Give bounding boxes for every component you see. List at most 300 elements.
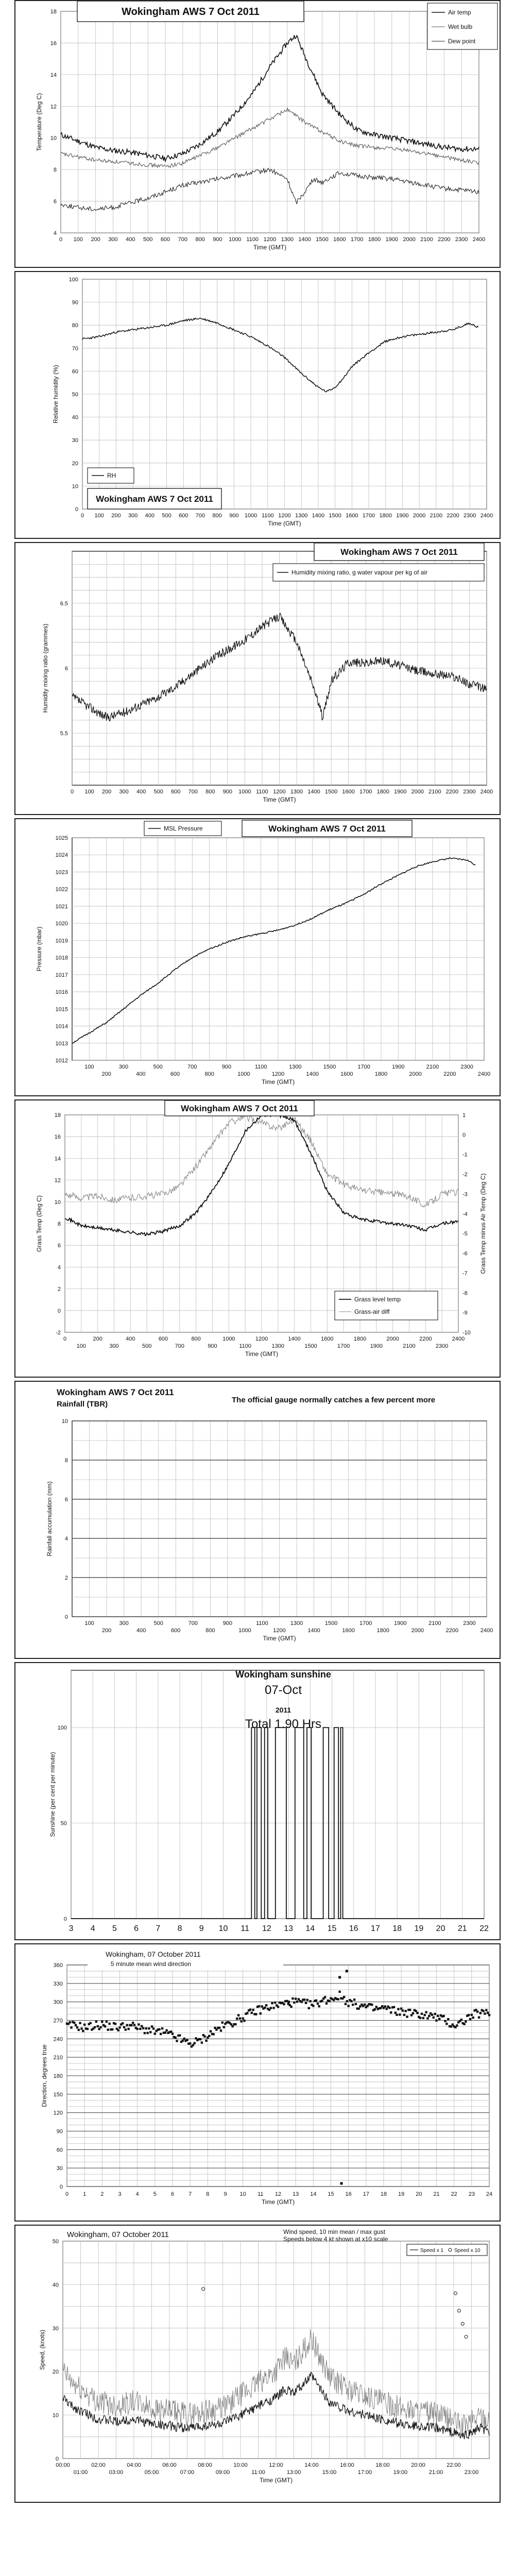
y-tick-label: 30 <box>72 437 78 444</box>
direction-point <box>236 2018 238 2020</box>
direction-point <box>158 2028 160 2030</box>
x-tick-label: 1200 <box>263 236 277 243</box>
x-tick-label: 2200 <box>447 513 459 519</box>
x-tick-label: 1700 <box>362 513 375 519</box>
direction-point <box>139 2028 141 2030</box>
direction-point <box>239 2018 241 2020</box>
y-tick-label: 1017 <box>55 972 68 978</box>
chart-title: Wokingham sunshine <box>235 1669 331 1680</box>
direction-point <box>194 2042 196 2044</box>
x-tick-label: 0 <box>80 513 84 519</box>
direction-point <box>293 2002 295 2004</box>
y-tick-label: 10 <box>61 1418 68 1425</box>
direction-point <box>479 2012 482 2014</box>
x-tick-label: 2300 <box>435 1343 449 1349</box>
x-tick-label: 800 <box>212 513 222 519</box>
direction-point <box>290 2006 292 2008</box>
x-tick-label: 2100 <box>426 1064 439 1070</box>
direction-point <box>97 2025 99 2027</box>
x-tick-label: 900 <box>221 1064 232 1070</box>
direction-point <box>264 2007 266 2009</box>
x-tick-label: 17:00 <box>357 2469 372 2476</box>
direction-point <box>409 2009 411 2011</box>
y-tick-label: 8 <box>57 1221 61 1227</box>
direction-point <box>261 2005 263 2007</box>
y-tick-label: 60 <box>72 368 78 375</box>
y-tick-label: 210 <box>53 2055 63 2061</box>
direction-point <box>468 2014 470 2016</box>
x-tick-label: 18 <box>380 2191 387 2197</box>
x-tick-label: 1500 <box>329 513 341 519</box>
x-tick-label: 2400 <box>480 1628 493 1634</box>
x-tick-label: 1900 <box>396 513 409 519</box>
y-tick-label: 360 <box>53 1962 63 1969</box>
direction-point <box>82 2030 84 2032</box>
direction-point <box>416 2012 418 2014</box>
pressure-chart-panel <box>14 818 501 1096</box>
x-tick-label: 1800 <box>353 1336 367 1342</box>
y-tick-label: 14 <box>50 72 57 78</box>
x-tick-label: 1400 <box>312 513 325 519</box>
y-tick-label: 0 <box>75 506 78 513</box>
x-tick-label: 18:00 <box>375 2462 390 2468</box>
x-tick-label: 100 <box>84 1064 94 1070</box>
direction-point <box>101 2021 103 2023</box>
x-tick-label: 11 <box>241 1924 249 1933</box>
x-tick-label: 1700 <box>359 1620 372 1626</box>
y-tick-label: 8 <box>64 1458 68 1464</box>
x-tick-label: 1100 <box>261 513 274 519</box>
x-tick-label: 500 <box>153 1620 163 1626</box>
x-tick-label: 800 <box>191 1336 201 1342</box>
speed-x10-point <box>454 2292 457 2295</box>
y-axis-label: Relative humidity (%) <box>52 365 59 423</box>
x-tick-label: 1400 <box>306 1071 319 1077</box>
y2-tick-label: -3 <box>462 1191 468 1198</box>
y-tick-label: 0 <box>64 1614 68 1620</box>
direction-point <box>144 2032 146 2034</box>
x-tick-label: 20:00 <box>411 2462 425 2468</box>
x-tick-label: 10 <box>239 2191 246 2197</box>
direction-point <box>435 2020 437 2022</box>
x-tick-label: 1600 <box>346 513 358 519</box>
x-tick-label: 22 <box>479 1924 489 1933</box>
y-tick-label: 6 <box>64 1497 68 1503</box>
speed-x10-point <box>202 2287 205 2291</box>
x-tick-label: 500 <box>153 789 163 795</box>
direction-point <box>70 2026 72 2028</box>
x-tick-label: 20 <box>436 1924 445 1933</box>
x-axis-label: Time (GMT) <box>259 2477 293 2484</box>
direction-point <box>393 2006 395 2008</box>
x-tick-label: 2 <box>100 2191 104 2197</box>
x-tick-label: 1400 <box>307 1628 320 1634</box>
direction-point <box>305 2002 307 2004</box>
x-tick-label: 2100 <box>428 1620 441 1626</box>
x-tick-label: 400 <box>136 1628 146 1634</box>
y-axis-label: Humidity mixing ratio (grammes) <box>42 623 49 713</box>
x-tick-label: 05:00 <box>144 2469 159 2476</box>
direction-point <box>149 2031 151 2033</box>
temperature-chart <box>15 1 500 267</box>
y-tick-label: 40 <box>72 414 78 421</box>
direction-point <box>171 2032 174 2035</box>
y-tick-label: 0 <box>55 2456 59 2462</box>
y-tick-label: 40 <box>52 2282 59 2289</box>
speed-x10-point <box>457 2309 460 2312</box>
direction-point <box>329 2000 331 2002</box>
y-tick-label: 8 <box>53 167 57 174</box>
direction-point <box>265 2004 267 2006</box>
y-tick-label: 300 <box>53 1999 63 2006</box>
y-tick-label: 16 <box>54 1134 61 1141</box>
direction-point <box>183 2038 185 2040</box>
x-tick-label: 19 <box>414 1924 424 1933</box>
x-tick-label: 2000 <box>403 236 416 243</box>
x-tick-label: 300 <box>119 789 129 795</box>
y-tick-label: 50 <box>52 2239 59 2245</box>
relative-humidity-chart <box>15 272 500 538</box>
direction-point <box>386 2008 388 2010</box>
direction-point <box>213 2033 215 2035</box>
x-tick-label: 300 <box>128 513 138 519</box>
y-tick-label: 1022 <box>55 886 68 893</box>
y-tick-label: 270 <box>53 2018 63 2024</box>
x-tick-label: 1200 <box>278 513 291 519</box>
direction-point <box>374 2008 376 2010</box>
direction-outlier-point <box>338 1976 341 1978</box>
x-tick-label: 100 <box>84 789 94 795</box>
y-tick-label: -2 <box>56 1330 61 1336</box>
direction-point <box>469 2018 471 2020</box>
x-tick-label: 21 <box>433 2191 440 2197</box>
direction-point <box>132 2022 134 2024</box>
direction-point <box>160 2033 162 2035</box>
direction-point <box>421 2013 423 2015</box>
direction-point <box>161 2027 163 2029</box>
direction-point <box>255 2013 257 2015</box>
x-tick-label: 1500 <box>323 1064 336 1070</box>
direction-point <box>87 2028 89 2030</box>
direction-point <box>394 2012 397 2014</box>
y-tick-label: 4 <box>57 1264 61 1271</box>
direction-point <box>111 2028 113 2030</box>
y-tick-label: 120 <box>53 2110 63 2116</box>
sunshine-chart-panel <box>14 1662 501 1940</box>
sunshine-chart <box>15 1663 500 1939</box>
direction-point <box>472 2016 474 2019</box>
x-tick-label: 900 <box>222 1620 233 1626</box>
x-tick-label: 2400 <box>452 1336 465 1342</box>
direction-point <box>465 2021 467 2023</box>
y2-tick-label: -2 <box>462 1172 468 1178</box>
x-tick-label: 2200 <box>419 1336 432 1342</box>
x-tick-label: 15:00 <box>322 2469 337 2476</box>
x-tick-label: 1800 <box>376 1628 389 1634</box>
x-tick-label: 600 <box>179 513 188 519</box>
direction-point <box>141 2025 143 2027</box>
x-tick-label: 5 <box>112 1924 117 1933</box>
y-tick-label: 0 <box>59 2184 63 2190</box>
x-tick-label: 8 <box>206 2191 210 2197</box>
direction-point <box>460 2019 462 2021</box>
x-tick-label: 14 <box>310 2191 317 2197</box>
y-tick-label: 6 <box>53 198 57 205</box>
x-tick-label: 2300 <box>455 236 468 243</box>
x-tick-label: 1200 <box>273 789 286 795</box>
direction-point <box>83 2024 85 2026</box>
x-tick-label: 2200 <box>445 1628 459 1634</box>
direction-point <box>315 1999 317 2002</box>
direction-point <box>189 2042 191 2044</box>
x-tick-label: 1700 <box>357 1064 370 1070</box>
x-tick-label: 1900 <box>394 789 407 795</box>
x-tick-label: 1800 <box>376 789 389 795</box>
x-axis-label: Time (GMT) <box>263 796 296 803</box>
direction-point <box>133 2024 135 2026</box>
x-axis-label: Time (GMT) <box>245 1350 279 1358</box>
x-tick-label: 2000 <box>409 1071 422 1077</box>
x-tick-label: 1500 <box>324 789 338 795</box>
direction-point <box>89 2022 91 2024</box>
y-tick-label: 90 <box>56 2128 63 2135</box>
mixing-ratio-chart-panel <box>14 542 501 815</box>
direction-point <box>220 2029 222 2031</box>
y-tick-label: 4 <box>64 1536 68 1542</box>
y-tick-label: 90 <box>72 299 78 306</box>
legend-entry: Grass level temp <box>354 1296 401 1303</box>
speed-x10-point <box>465 2335 468 2338</box>
x-tick-label: 400 <box>126 1336 135 1342</box>
direction-point <box>221 2022 224 2024</box>
direction-point <box>76 2026 78 2028</box>
legend-entry: Grass-air diff <box>354 1308 390 1315</box>
x-tick-label: 2400 <box>480 513 493 519</box>
y-tick-label: 0 <box>63 1916 67 1922</box>
direction-point <box>484 2012 486 2014</box>
x-tick-label: 2400 <box>480 789 493 795</box>
x-tick-label: 04:00 <box>127 2462 141 2468</box>
direction-point <box>241 2020 243 2022</box>
x-tick-label: 14:00 <box>304 2462 319 2468</box>
y-tick-label: 6 <box>64 666 68 672</box>
x-tick-label: 500 <box>142 1343 152 1349</box>
x-tick-label: 500 <box>143 236 153 243</box>
direction-point <box>270 2007 272 2009</box>
direction-point <box>345 2003 347 2005</box>
y-tick-label: 50 <box>60 1820 67 1827</box>
y-tick-label: 1025 <box>55 835 68 841</box>
grass-temperature-chart <box>15 1100 500 1377</box>
x-tick-label: 1100 <box>254 1064 267 1070</box>
x-tick-label: 15 <box>327 1924 337 1933</box>
wind-direction-chart-panel <box>14 1943 501 2222</box>
x-tick-label: 1000 <box>222 1336 235 1342</box>
x-tick-label: 500 <box>153 1064 163 1070</box>
x-tick-label: 2100 <box>403 1343 416 1349</box>
x-tick-label: 17 <box>363 2191 369 2197</box>
x-axis-label: Time (GMT) <box>253 244 287 251</box>
y-tick-label: 240 <box>53 2036 63 2043</box>
direction-point <box>343 1996 345 1998</box>
y-tick-label: 20 <box>52 2369 59 2376</box>
x-axis-label: Time (GMT) <box>261 2198 295 2206</box>
direction-point <box>463 2023 465 2025</box>
x-tick-label: 300 <box>108 236 118 243</box>
x-tick-label: 1300 <box>295 513 308 519</box>
direction-point <box>138 2023 140 2025</box>
direction-point <box>300 2001 302 2003</box>
direction-point <box>210 2030 212 2032</box>
y-axis-label: Rainfall accumulation (mm) <box>46 1481 53 1556</box>
x-tick-label: 1400 <box>307 789 320 795</box>
x-tick-label: 600 <box>170 1071 180 1077</box>
direction-point <box>117 2029 119 2031</box>
x-tick-label: 14 <box>305 1924 315 1933</box>
direction-point <box>476 2011 478 2013</box>
direction-point <box>274 2002 276 2004</box>
chart-title: Wokingham AWS 7 Oct 2011 <box>268 824 386 834</box>
y-tick-label: 1024 <box>55 852 68 859</box>
direction-point <box>230 2023 232 2025</box>
direction-point <box>437 2015 439 2017</box>
x-tick-label: 1000 <box>238 789 251 795</box>
direction-outlier-point <box>287 2001 290 2003</box>
x-tick-label: 2200 <box>445 789 459 795</box>
chart-subtitle: 5 minute mean wind direction <box>111 1960 192 1968</box>
direction-point <box>295 1997 297 1999</box>
direction-point <box>371 2004 373 2006</box>
x-tick-label: 16 <box>349 1924 358 1933</box>
y-tick-label: 100 <box>68 277 78 283</box>
x-tick-label: 3 <box>68 1924 74 1933</box>
rainfall-chart <box>15 1382 500 1658</box>
direction-point <box>357 2008 359 2010</box>
chart-title: Wokingham, 07 October 2011 <box>106 1950 201 1958</box>
direction-point <box>108 2023 110 2025</box>
direction-point <box>400 2008 402 2010</box>
x-tick-label: 1600 <box>321 1336 334 1342</box>
x-tick-label: 11 <box>258 2191 264 2197</box>
direction-point <box>399 2013 401 2015</box>
x-tick-label: 100 <box>94 513 104 519</box>
direction-point <box>388 2007 390 2009</box>
x-tick-label: 1400 <box>298 236 311 243</box>
direction-point <box>208 2035 210 2037</box>
direction-outlier-point <box>340 2182 343 2185</box>
direction-point <box>433 2016 435 2019</box>
y2-tick-label: -5 <box>462 1231 468 1238</box>
x-tick-label: 19 <box>398 2191 405 2197</box>
x-tick-label: 22:00 <box>447 2462 461 2468</box>
y-tick-label: 1012 <box>55 1058 68 1064</box>
x-tick-label: 2000 <box>413 513 426 519</box>
direction-point <box>130 2024 132 2026</box>
x-tick-label: 700 <box>178 236 188 243</box>
legend-entry: Speed x 10 <box>454 2248 480 2253</box>
direction-point <box>122 2022 124 2024</box>
x-tick-label: 10 <box>218 1924 228 1933</box>
direction-point <box>482 2010 484 2012</box>
direction-point <box>118 2026 121 2028</box>
y-axis-label: Sunshine (per cent per minute) <box>49 1752 56 1837</box>
direction-point <box>151 2025 153 2027</box>
y-tick-label: 1023 <box>55 869 68 876</box>
x-tick-label: 2300 <box>463 1620 476 1626</box>
y-tick-label: 4 <box>53 230 57 236</box>
pressure-chart <box>15 819 500 1095</box>
y-tick-label: 10 <box>50 135 57 142</box>
direction-point <box>428 2015 430 2017</box>
direction-point <box>106 2021 108 2023</box>
y2-tick-label: -9 <box>462 1310 468 1316</box>
direction-point <box>199 2038 201 2040</box>
direction-outlier-point <box>346 1970 348 1972</box>
x-tick-label: 1600 <box>340 1071 353 1077</box>
x-tick-label: 1000 <box>244 513 258 519</box>
y-tick-label: 12 <box>50 104 57 110</box>
direction-point <box>179 2035 181 2037</box>
x-tick-label: 700 <box>187 1064 197 1070</box>
chart-title: Wokingham AWS 7 Oct 2011 <box>96 494 213 504</box>
x-tick-label: 1600 <box>342 1628 355 1634</box>
x-tick-label: 600 <box>160 236 170 243</box>
y-tick-label: 50 <box>72 392 78 398</box>
direction-point <box>94 2026 96 2028</box>
direction-point <box>237 2014 239 2016</box>
chart-title: Wokingham AWS 7 Oct 2011 <box>122 6 260 18</box>
x-tick-label: 1700 <box>350 236 364 243</box>
chart-note: Speeds below 4 kt shown at x10 scale <box>283 2235 388 2243</box>
x-tick-label: 0 <box>59 236 63 243</box>
x-tick-label: 200 <box>111 513 121 519</box>
x-tick-label: 1200 <box>271 1071 285 1077</box>
legend-entry: Speed x 1 <box>420 2248 444 2253</box>
y-tick-label: 16 <box>50 40 57 47</box>
legend-entry: RH <box>107 472 116 479</box>
x-tick-label: 1600 <box>333 236 346 243</box>
direction-point <box>201 2042 203 2044</box>
direction-point <box>350 2000 352 2002</box>
x-tick-label: 1700 <box>359 789 372 795</box>
x-tick-label: 400 <box>136 789 146 795</box>
x-tick-label: 13 <box>293 2191 299 2197</box>
y-axis-label: Direction, degrees true <box>41 2044 48 2107</box>
y-tick-label: 6 <box>57 1243 61 1249</box>
x-tick-label: 900 <box>213 236 222 243</box>
x-tick-label: 400 <box>145 513 155 519</box>
direction-point <box>78 2029 80 2031</box>
y2-tick-label: -10 <box>462 1330 471 1336</box>
x-tick-label: 1100 <box>256 1620 268 1626</box>
x-axis-label: Time (GMT) <box>261 1078 295 1086</box>
x-tick-label: 600 <box>171 1628 181 1634</box>
y-tick-label: 1020 <box>55 921 68 927</box>
direction-point <box>425 2011 427 2013</box>
y-tick-label: 6.5 <box>60 600 68 607</box>
y-tick-label: 150 <box>53 2091 63 2098</box>
x-tick-label: 13:00 <box>286 2469 301 2476</box>
direction-point <box>252 2009 254 2011</box>
x-tick-label: 400 <box>136 1071 146 1077</box>
humidity-chart-panel <box>14 271 501 539</box>
direction-point <box>154 2032 156 2035</box>
x-tick-label: 8 <box>177 1924 182 1933</box>
x-tick-label: 2100 <box>428 789 441 795</box>
x-tick-label: 0 <box>65 2191 69 2197</box>
chart-subtitle: Rainfall (TBR) <box>57 1400 108 1409</box>
legend-entry: Air temp <box>448 9 471 16</box>
